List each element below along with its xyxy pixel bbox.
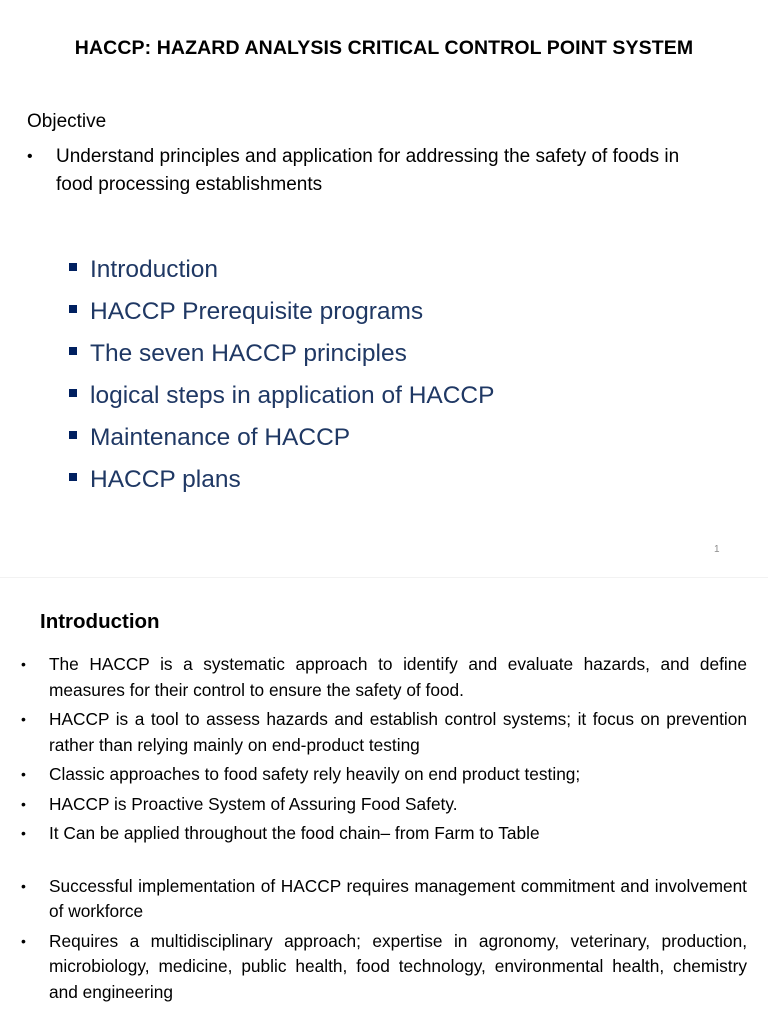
objective-text: Understand principles and application for addressing the safety of foods in food processing establishments: [56, 146, 680, 195]
bullet-icon: •: [21, 877, 26, 894]
intro-bullet-list: [21, 652, 747, 1009]
bullet-icon: •: [27, 148, 33, 165]
square-bullet-icon: [69, 305, 77, 313]
bullet-icon: •: [21, 711, 26, 727]
slide-2: [0, 578, 768, 1024]
list-item-text: HACCP is Proactive System of Assuring Food Safety.: [49, 793, 458, 814]
square-bullet-icon: [69, 431, 77, 439]
bullet-icon: •: [21, 656, 26, 672]
slide-title: HACCP: HAZARD ANALYSIS CRITICAL CONTROL POINT SYSTEM: [74, 37, 694, 59]
list-item: [21, 874, 747, 925]
list-item-text: It Can be applied throughout the food chain– from Farm to Table: [49, 823, 540, 843]
bullet-icon: •: [21, 932, 26, 949]
outline-item-label: HACCP Prerequisite programs: [90, 298, 424, 325]
list-item: [21, 929, 747, 1006]
list-item: [21, 652, 747, 703]
outline-item: [66, 336, 494, 378]
objective-item: [27, 143, 707, 199]
list-item: [21, 792, 747, 818]
list-item: [21, 707, 747, 758]
square-bullet-icon: [69, 473, 77, 481]
list-item-text: The HACCP is a systematic approach to identify and evaluate hazards, and define measures for their control to ensure the safety of food.: [49, 654, 747, 700]
outline-item-label: HACCP plans: [90, 466, 241, 493]
outline-item-label: logical steps in application of HACCP: [90, 382, 495, 409]
square-bullet-icon: [69, 263, 77, 271]
list-item-text: Requires a multidisciplinary approach; expertise in agronomy, veterinary, production, microbiology, medicine, public health, food technology, environmental health, chemistry and engineering: [49, 930, 747, 1002]
square-bullet-icon: [69, 347, 77, 355]
bullet-icon: •: [21, 795, 26, 812]
square-bullet-icon: [69, 389, 77, 397]
section-heading: Introduction: [40, 610, 160, 633]
outline-item: [66, 378, 494, 420]
list-item-text: Classic approaches to food safety rely heavily on end product testing;: [49, 764, 581, 784]
outline-item: [66, 420, 494, 462]
outline-item: [66, 294, 494, 336]
outline-list: [66, 252, 494, 504]
bullet-icon: •: [21, 825, 26, 841]
list-item: [21, 821, 747, 847]
outline-item-label: Maintenance of HACCP: [90, 424, 351, 451]
list-item: [21, 762, 747, 788]
outline-item-label: Introduction: [90, 256, 219, 283]
outline-item: [66, 462, 494, 504]
objective-label: Objective: [27, 111, 107, 132]
list-item-text: HACCP is a tool to assess hazards and establish control systems; it focus on prevention rather than relying mainly on end-product testing: [49, 709, 747, 755]
outline-item: [66, 252, 494, 294]
bullet-icon: •: [21, 766, 26, 782]
page-number: 1: [714, 544, 720, 555]
outline-item-label: The seven HACCP principles: [90, 340, 407, 367]
list-item-text: Successful implementation of HACCP requires management commitment and involvement of workforce: [49, 875, 747, 921]
